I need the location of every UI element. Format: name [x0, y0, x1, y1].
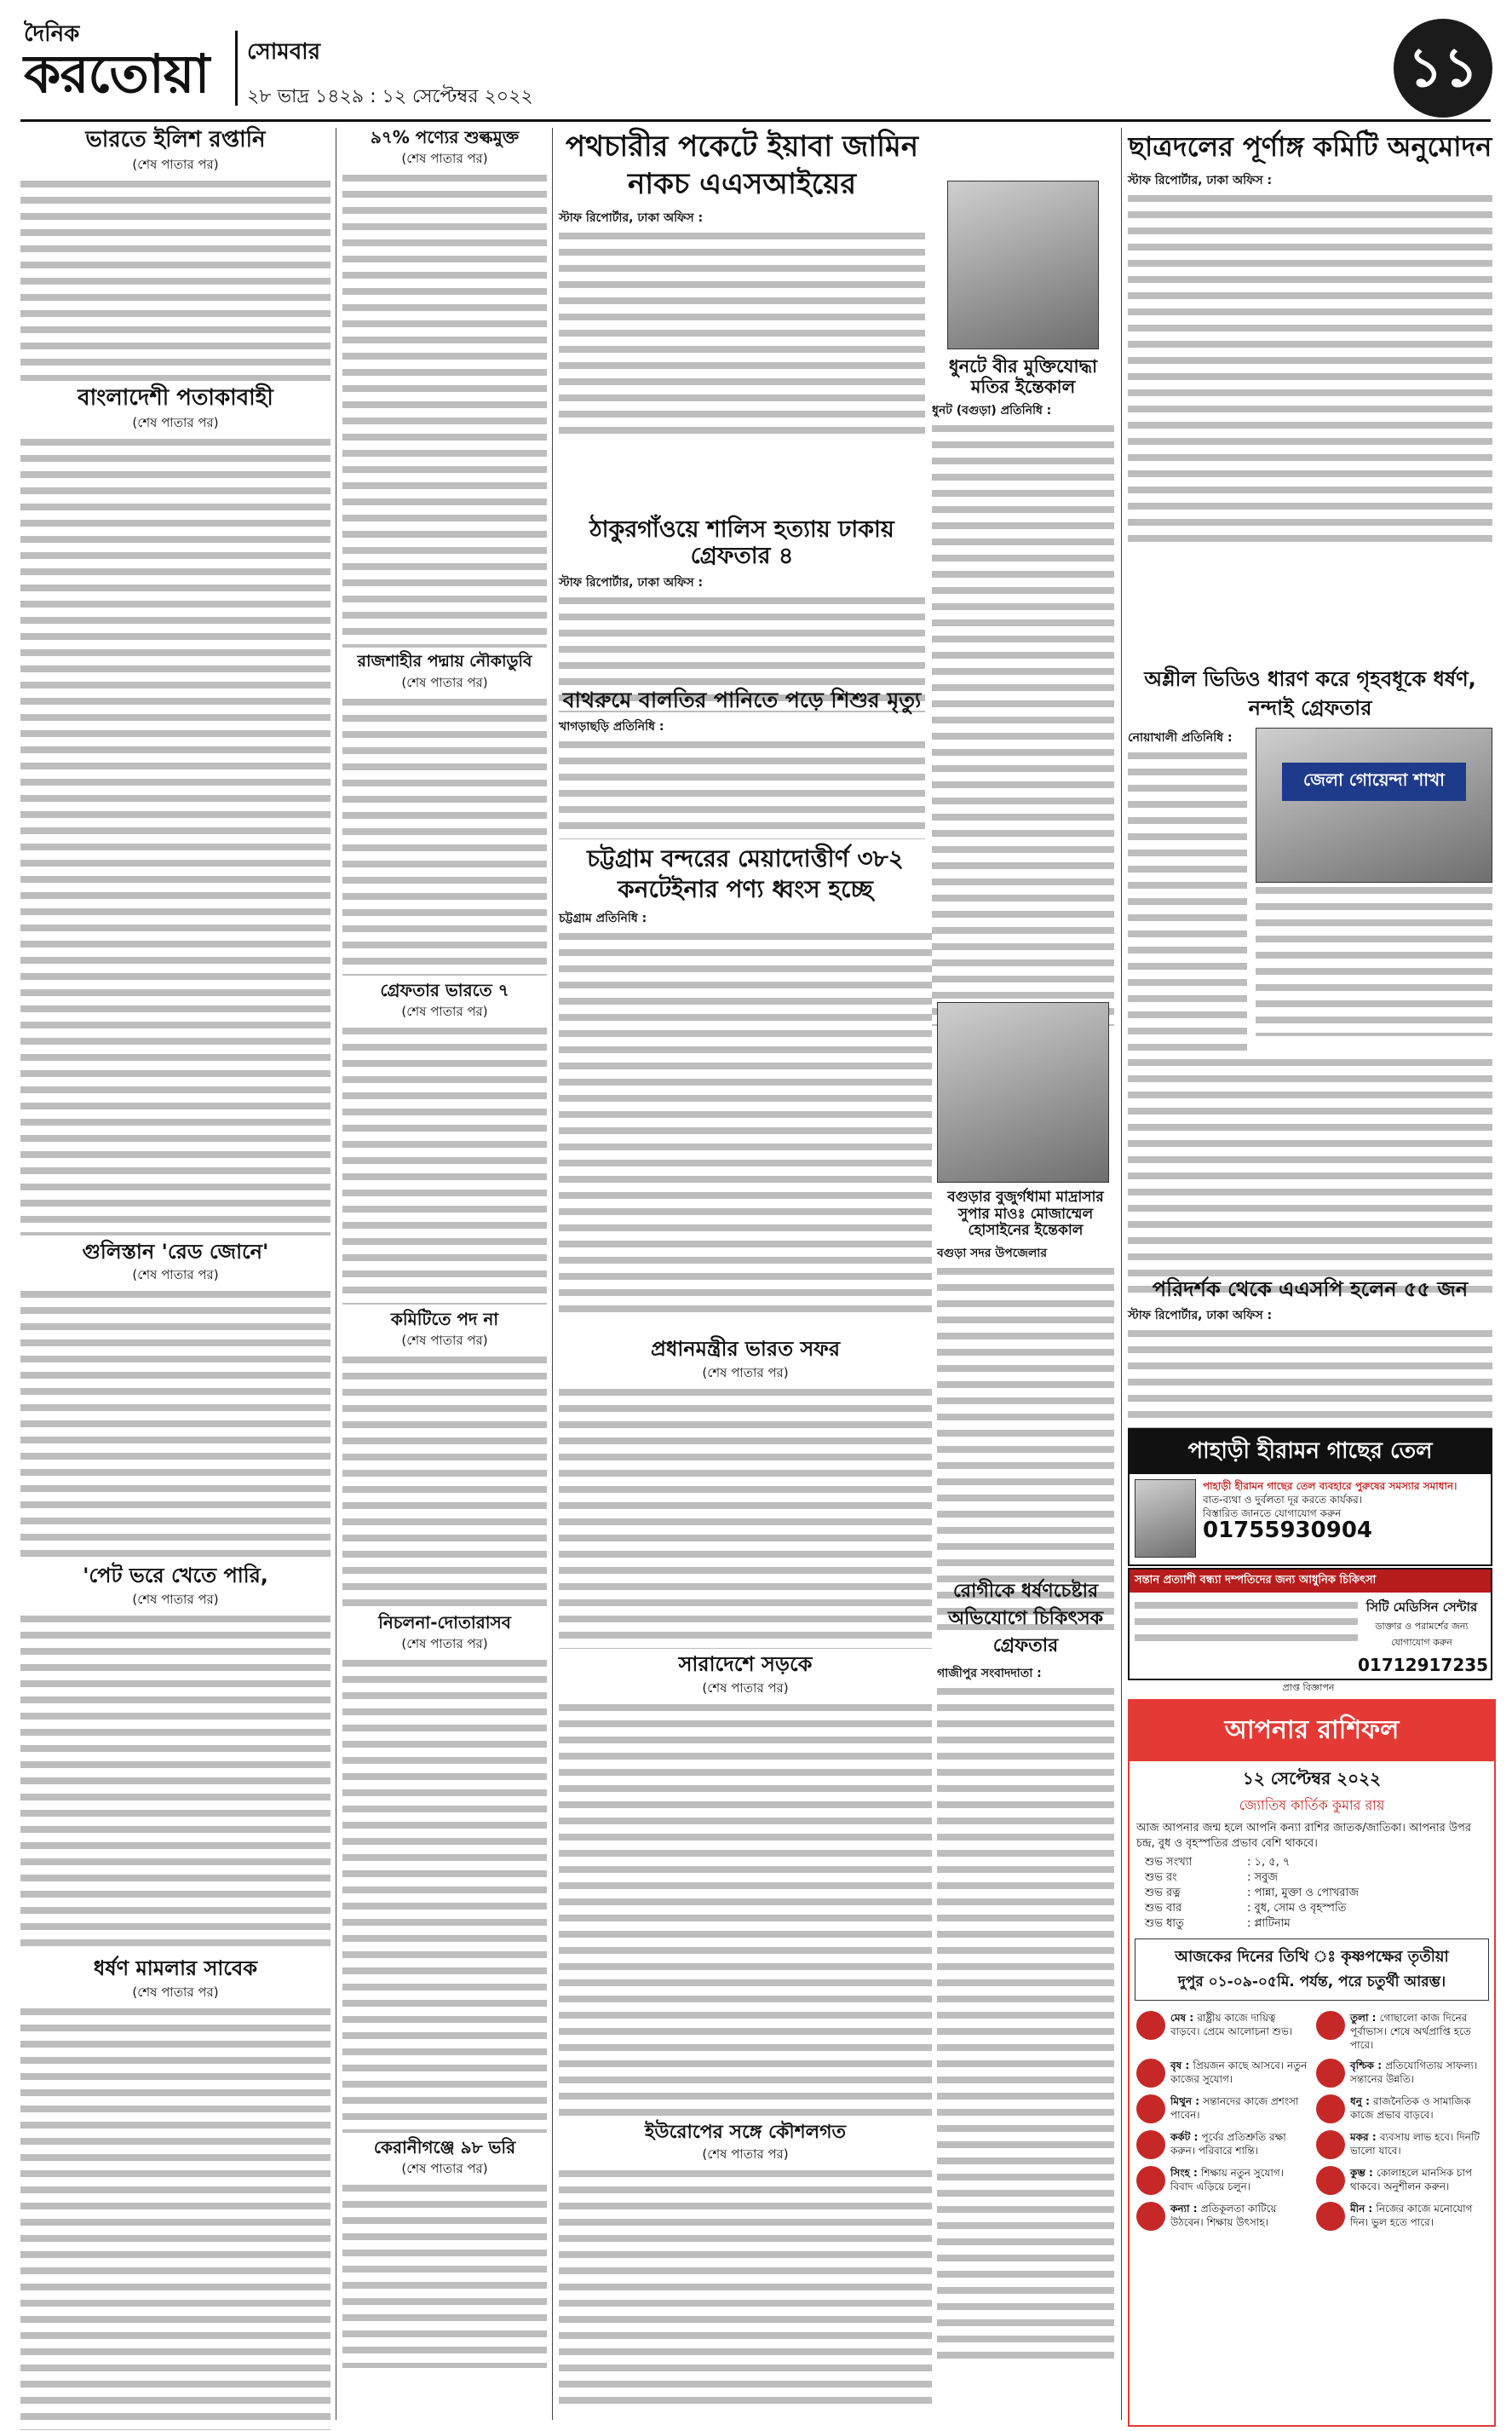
- col2-continued-1: (শেষ পাতার পর): [401, 151, 488, 166]
- col2-body-4: [342, 1352, 547, 1608]
- col1-headline-4: 'পেট ভরে খেতে পারি,: [83, 1564, 268, 1588]
- page-number: ১১: [1394, 19, 1492, 118]
- story-3: [559, 688, 925, 839]
- column-1: [20, 128, 331, 2420]
- col2-body-1: [342, 170, 547, 648]
- col1-headline-1: ভারতে ইলিশ রপ্তানি: [85, 127, 266, 153]
- zodiac-sign-text: রাষ্ট্রীয় কাজে দায়িত্ব বাড়বে। প্রেমে আলোচনা শুভ।: [1170, 2012, 1293, 2037]
- col2-headline-4: কমিটিতে পদ না: [390, 1308, 499, 1329]
- story-6-headline: সারাদেশে সড়কে: [678, 1652, 813, 1676]
- col1-body-5: [20, 2004, 331, 2430]
- zodiac-sign-icon: [1316, 2130, 1345, 2159]
- ad-hiraman-photo: [1135, 1479, 1196, 1558]
- ad-strip: প্রাপ্ত বিজ্ঞাপন: [1282, 1682, 1335, 1693]
- horoscope-sign-entry: [1136, 2011, 1308, 2052]
- zodiac-sign-text: প্রিয়জন কাছে আসবে। নতুন কাজের সুযোগ।: [1170, 2059, 1308, 2085]
- col1-body-4: [20, 1611, 331, 1952]
- ad-hiraman-phone: 01755930904: [1203, 1518, 1372, 1543]
- story-5-body: [559, 1385, 932, 1649]
- ad-hiraman-line1: পাহাড়ী হীরামন গাছের তেল ব্যবহারে পুরুষের সমস্যার সমাধান।: [1203, 1480, 1457, 1492]
- horoscope-sign-entry: [1316, 2094, 1487, 2123]
- col2-headline-6: কেরানীগঞ্জে ৯৮ ভরি: [373, 2136, 516, 2157]
- ad-medicine-title: সিটি মেডিসিন সেন্টার: [1365, 1599, 1478, 1615]
- horoscope-tithi-title: আজকের দিনের তিথি ঃ কৃষ্ণপক্ষের তৃতীয়া: [1175, 1948, 1449, 1966]
- story-7-headline: ইউরোপের সঙ্গে কৌশলগত: [644, 2122, 846, 2143]
- horoscope-lucky-row: [1145, 1855, 1479, 1870]
- crime-story-body: [937, 1684, 1114, 2365]
- horoscope-lucky-row: [1145, 1901, 1479, 1916]
- horoscope-title: আপনার রাশিফল: [1130, 1701, 1494, 1761]
- zodiac-sign-icon: [1316, 2202, 1345, 2231]
- horoscope-lucky-row: [1145, 1870, 1479, 1886]
- story-5-headline: প্রধানমন্ত্রীর ভারত সফর: [650, 1337, 841, 1361]
- col2-continued-3: (শেষ পাতার পর): [401, 1003, 488, 1019]
- zodiac-sign-text: প্রতিকূলতা কাটিয়ে উঠবেন। শিক্ষায় উৎসাহ।: [1170, 2203, 1277, 2228]
- horoscope-date: ১২ সেপ্টেম্বর ২০২২: [1242, 1768, 1382, 1789]
- story-6-body: [559, 1700, 932, 2117]
- zodiac-sign-text: পূর্বের প্রতিশ্রুতি রক্ষা করুন। পরিবারে শান্তি।: [1170, 2131, 1286, 2157]
- col2-body-3: [342, 1023, 547, 1305]
- horoscope-lucky-value: : পান্না, মুক্তা ও পোখরাজ: [1247, 1887, 1359, 1899]
- horoscope-lucky-value: : প্লাটিনাম: [1247, 1917, 1291, 1930]
- horoscope-intro: আজ আপনার জন্ম হলে আপনি কন্যা রাশির জাতক/জাতিকা। আপনার উপর চন্দ্র, বুধ ও বৃহস্পতির প্রভাব বেশি থাকবে।: [1136, 1822, 1471, 1850]
- horoscope-lucky-row: [1145, 1916, 1479, 1932]
- col2-headline-1: ৯৭% পণ্যের শুল্কমুক্ত: [370, 127, 520, 147]
- right-byline-3: স্টাফ রিপোর্টার, ঢাকা অফিস :: [1128, 1308, 1273, 1322]
- zodiac-sign-icon: [1136, 2130, 1165, 2159]
- story-4-headline: চট্টগ্রাম বন্দরের মেয়াদোত্তীর্ণ ৩৮২ কনটেইনার পণ্য ধ্বংস হচ্ছে: [587, 844, 904, 903]
- lead-headline: পথচারীর পকেটে ইয়াবা জামিন নাকচ এএসআইয়ের: [565, 130, 919, 201]
- horoscope-sign-entry: [1136, 2166, 1308, 2195]
- col1-continued-5: (শেষ পাতার পর): [132, 1984, 219, 2000]
- column-2: [342, 128, 547, 2420]
- ad-medicine-body: [1135, 1598, 1358, 1675]
- right-byline-1: স্টাফ রিপোর্টার, ঢাকা অফিস :: [1128, 174, 1273, 187]
- zodiac-sign-text: প্রতিযোগিতায় সাফল্য। সন্তানের উন্নতি।: [1350, 2059, 1478, 2085]
- story-2: [559, 516, 925, 712]
- zodiac-sign-name: বৃষ :: [1170, 2059, 1193, 2071]
- col2-headline-2: রাজশাহীর পদ্মায় নৌকাডুবি: [357, 652, 532, 671]
- obituary-1: [932, 181, 1114, 1026]
- horoscope-tithi-time: দুপুর ০১-০৯-০৫মি. পর্যন্ত, পরে চতুর্থী আরম্ভ।: [1177, 1973, 1446, 1990]
- zodiac-sign-icon: [1316, 2011, 1345, 2040]
- zodiac-sign-icon: [1316, 2059, 1345, 2088]
- zodiac-sign-icon: [1316, 2094, 1345, 2123]
- story-4: [559, 844, 932, 1321]
- lead-byline: স্টাফ রিপোর্টার, ঢাকা অফিস :: [559, 211, 704, 225]
- ad-medicine-phone: 01712917235: [1358, 1655, 1489, 1675]
- right-story-1: [1128, 128, 1492, 549]
- col1-body-3: [20, 1287, 331, 1559]
- zodiac-sign-name: তুলা :: [1350, 2012, 1380, 2024]
- horoscope-sign-entry: [1316, 2011, 1487, 2052]
- right-headline-3: পরিদর্শক থেকে এএসপি হলেন ৫৫ জন: [1152, 1277, 1469, 1301]
- zodiac-sign-name: কর্কট :: [1170, 2131, 1202, 2143]
- col2-headline-5: নিচলনা-দোতারাসব: [378, 1611, 511, 1633]
- story-7-body: [559, 2166, 932, 2405]
- story-5-continued: (শেষ পাতার পর): [702, 1364, 789, 1380]
- masthead-separator: [235, 31, 238, 106]
- horoscope-lucky-list: [1130, 1855, 1494, 1932]
- ad-hiraman-title: পাহাড়ী হীরামন গাছের তেল: [1130, 1430, 1491, 1474]
- ad-hiraman-line3: বিস্তারিত জানতে যোগাযোগ করুন: [1203, 1507, 1342, 1519]
- right-headline-2: অশ্লীল ভিডিও ধারণ করে গৃহবধূকে ধর্ষণ, নন্দাই গ্রেফতার: [1144, 667, 1476, 720]
- horoscope-sign-grid: [1130, 2008, 1494, 2234]
- crime-story-byline: গাজীপুর সংবাদদাতা :: [937, 1667, 1042, 1680]
- ad-medicine-line2: ডাক্তার ও পরামর্শের জন্য যোগাযোগ করুন: [1375, 1621, 1469, 1648]
- right-story-2: [1128, 665, 1492, 1302]
- zodiac-sign-icon: [1136, 2166, 1165, 2195]
- news-photo: [1256, 728, 1492, 883]
- masthead-date: ২৮ ভাদ্র ১৪২৯ : ১২ সেপ্টেম্বর ২০২২: [247, 86, 533, 107]
- horoscope-sign-entry: [1316, 2059, 1487, 2088]
- masthead-day: সোমবার: [247, 39, 321, 65]
- zodiac-sign-name: কুম্ভ :: [1350, 2167, 1377, 2179]
- zodiac-sign-text: ব্যবসায় লাভ হবে। দিনটি ভালো যাবে।: [1350, 2131, 1480, 2157]
- horoscope-lucky-value: : সবুজ: [1247, 1871, 1278, 1884]
- right-body-1: [1128, 191, 1492, 549]
- horoscope-sign-entry: [1136, 2059, 1308, 2088]
- masthead-rule: [20, 119, 1491, 122]
- ad-medicine-line1: সন্তান প্রত্যাশী বন্ধ্যা দম্পতিদের জন্য আধুনিক চিকিৎসা: [1130, 1570, 1491, 1593]
- horoscope-lucky-row: [1145, 1886, 1479, 1901]
- zodiac-sign-text: গোছালো কাজ দিনের পূর্বাভাস। শেষে অর্থপ্রাপ্তি হতে পারে।: [1350, 2012, 1471, 2051]
- crime-story: [937, 1578, 1114, 2365]
- story-6-continued: (শেষ পাতার পর): [702, 1679, 789, 1696]
- col2-continued-6: (শেষ পাতার পর): [401, 2160, 488, 2176]
- right-body-2b: [1256, 883, 1492, 1036]
- obituary-1-byline: ধুনট (বগুড়া) প্রতিনিধি :: [932, 404, 1052, 418]
- zodiac-sign-icon: [1136, 2202, 1165, 2231]
- story-3-byline: খাগড়াছড়ি প্রতিনিধি :: [559, 719, 664, 734]
- zodiac-sign-name: সিংহ :: [1170, 2167, 1201, 2179]
- horoscope-sign-entry: [1136, 2094, 1308, 2123]
- col2-continued-5: (শেষ পাতার পর): [401, 1635, 488, 1651]
- column-rule: [1121, 128, 1122, 2420]
- story-7-continued: (শেষ পাতার পর): [702, 2146, 789, 2163]
- story-2-headline: ঠাকুরগাঁওয়ে শালিস হত্যায় ঢাকায় গ্রেফতার ৪: [589, 516, 894, 570]
- zodiac-sign-name: মীন :: [1350, 2203, 1377, 2215]
- zodiac-sign-icon: [1316, 2166, 1345, 2195]
- obituary-2-byline: বগুড়া সদর উপজেলার: [937, 1246, 1048, 1260]
- story-3-body: [559, 737, 925, 839]
- zodiac-sign-name: ধনু :: [1350, 2095, 1374, 2107]
- masthead-logo: [24, 22, 220, 116]
- horoscope-sign-entry: [1136, 2202, 1308, 2231]
- lead-story: [559, 128, 925, 441]
- column-rule: [552, 128, 553, 2420]
- lead-body: [559, 228, 925, 441]
- ad-city-medicine: [1128, 1568, 1492, 1680]
- zodiac-sign-name: মেষ :: [1170, 2012, 1198, 2024]
- story-5: [559, 1338, 932, 1649]
- right-headline-1: ছাত্রদলের পূর্ণাঙ্গ কমিটি অনুমোদন: [1128, 130, 1492, 163]
- col1-continued-2: (শেষ পাতার পর): [132, 414, 219, 430]
- zodiac-sign-icon: [1136, 2011, 1165, 2040]
- obituary-2-headline: বগুড়ার বুজুর্গধামা মাদ্রাসার সুপার মাওঃ মোজাম্মেল হোসাইনের ইন্তেকাল: [947, 1189, 1104, 1240]
- story-7: [559, 2122, 932, 2405]
- col2-body-2: [342, 694, 547, 976]
- obituary-1-body: [932, 421, 1114, 1026]
- ad-hiraman-oil: [1128, 1428, 1492, 1566]
- horoscope-sign-entry: [1316, 2202, 1487, 2231]
- zodiac-sign-name: বৃশ্চিক :: [1350, 2059, 1386, 2071]
- col1-continued-1: (শেষ পাতার পর): [132, 156, 219, 172]
- obituary-1-photo: [947, 181, 1099, 349]
- story-4-body: [559, 929, 932, 1321]
- horoscope-lucky-label: শুভ রত্ন: [1145, 1887, 1181, 1899]
- col1-continued-3: (শেষ পাতার পর): [132, 1267, 219, 1283]
- zodiac-sign-text: কোলাহলে মানসিক চাপ থাকবে। অনুশীলন করুন।: [1350, 2167, 1473, 2192]
- logo-title: করতোয়া: [24, 43, 210, 105]
- col1-continued-4: (শেষ পাতার পর): [132, 1591, 219, 1607]
- ad-hiraman-line2: বাত-ব্যথা ও দুর্বলতা দূর করতে কার্যকর।: [1203, 1494, 1363, 1506]
- obituary-2: [937, 1002, 1114, 1630]
- zodiac-sign-text: সন্তানদের কাজে প্রশংসা পাবেন।: [1170, 2095, 1299, 2121]
- horoscope-author: জ্যোতিষ কার্তিক কুমার রায়: [1239, 1797, 1385, 1813]
- col2-continued-2: (শেষ পাতার পর): [401, 674, 488, 690]
- zodiac-sign-text: রাজনৈতিক ও সামাজিক কাজে প্রভাব বাড়বে।: [1350, 2095, 1471, 2121]
- zodiac-sign-text: শিক্ষায় নতুন সুযোগ। বিবাদ এড়িয়ে চলুন।: [1170, 2167, 1285, 2192]
- horoscope-sign-entry: [1316, 2130, 1487, 2159]
- zodiac-sign-icon: [1136, 2059, 1165, 2088]
- col1-headline-3: গুলিস্তান 'রেড জোনে': [82, 1239, 269, 1264]
- horoscope-sign-entry: [1136, 2130, 1308, 2159]
- obituary-2-photo: [937, 1002, 1109, 1183]
- col1-body-2: [20, 435, 331, 1236]
- col2-headline-3: গ্রেফতার ভারতে ৭: [380, 979, 509, 1000]
- right-body-3: [1128, 1326, 1492, 1428]
- story-6: [559, 1653, 932, 2117]
- obituary-1-headline: ধুনটে বীর মুক্তিযোদ্ধা মতির ইন্তেকাল: [948, 356, 1098, 398]
- col2-body-6: [342, 2180, 547, 2368]
- crime-story-headline: রোগীকে ধর্ষণচেষ্টার অভিযোগে চিকিৎসক গ্রেফতার: [947, 1581, 1104, 1656]
- zodiac-sign-name: মিথুন :: [1170, 2095, 1204, 2107]
- zodiac-sign-icon: [1136, 2094, 1165, 2123]
- horoscope-lucky-label: শুভ ধাতু: [1145, 1917, 1184, 1930]
- right-body-2c: [1128, 1055, 1492, 1302]
- photo-banner-text: জেলা গোয়েন্দা শাখা: [1282, 763, 1466, 801]
- horoscope-lucky-label: শুভ বার: [1145, 1902, 1182, 1915]
- story-3-headline: বাথরুমে বালতির পানিতে পড়ে শিশুর মৃত্যু: [562, 688, 922, 712]
- col1-headline-5: ধর্ষণ মামলার সাবেক: [93, 1956, 258, 1980]
- logo-small-text: দৈনিক: [24, 21, 80, 47]
- story-2-byline: স্টাফ রিপোর্টার, ঢাকা অফিস :: [559, 576, 704, 590]
- zodiac-sign-name: কন্যা :: [1170, 2203, 1201, 2215]
- zodiac-sign-name: মকর :: [1350, 2131, 1380, 2143]
- right-body-2a: [1128, 748, 1247, 1055]
- story-4-byline: চট্টগ্রাম প্রতিনিধি :: [559, 912, 647, 925]
- horoscope-lucky-value: : বুধ, সোম ও বৃহস্পতি: [1247, 1902, 1347, 1915]
- horoscope-lucky-value: : ১, ৫, ৭: [1247, 1856, 1291, 1869]
- horoscope-sign-entry: [1316, 2166, 1487, 2195]
- col1-body-1: [20, 176, 331, 381]
- col1-headline-2: বাংলাদেশী পতাকাবাহী: [78, 384, 273, 411]
- horoscope-box: [1128, 1699, 1496, 2427]
- horoscope-lucky-label: শুভ সংখ্যা: [1145, 1856, 1193, 1869]
- horoscope-lucky-label: শুভ রং: [1145, 1871, 1177, 1884]
- obituary-2-body: [937, 1264, 1114, 1630]
- col2-body-5: [342, 1656, 547, 2133]
- right-byline-2: নোয়াখালী প্রতিনিধি :: [1128, 731, 1233, 745]
- col2-continued-4: (শেষ পাতার পর): [401, 1332, 488, 1348]
- right-story-3: [1128, 1278, 1492, 1428]
- zodiac-sign-text: নিজের কাজে মনোযোগ দিন। ভুল হতে পারে।: [1350, 2203, 1473, 2228]
